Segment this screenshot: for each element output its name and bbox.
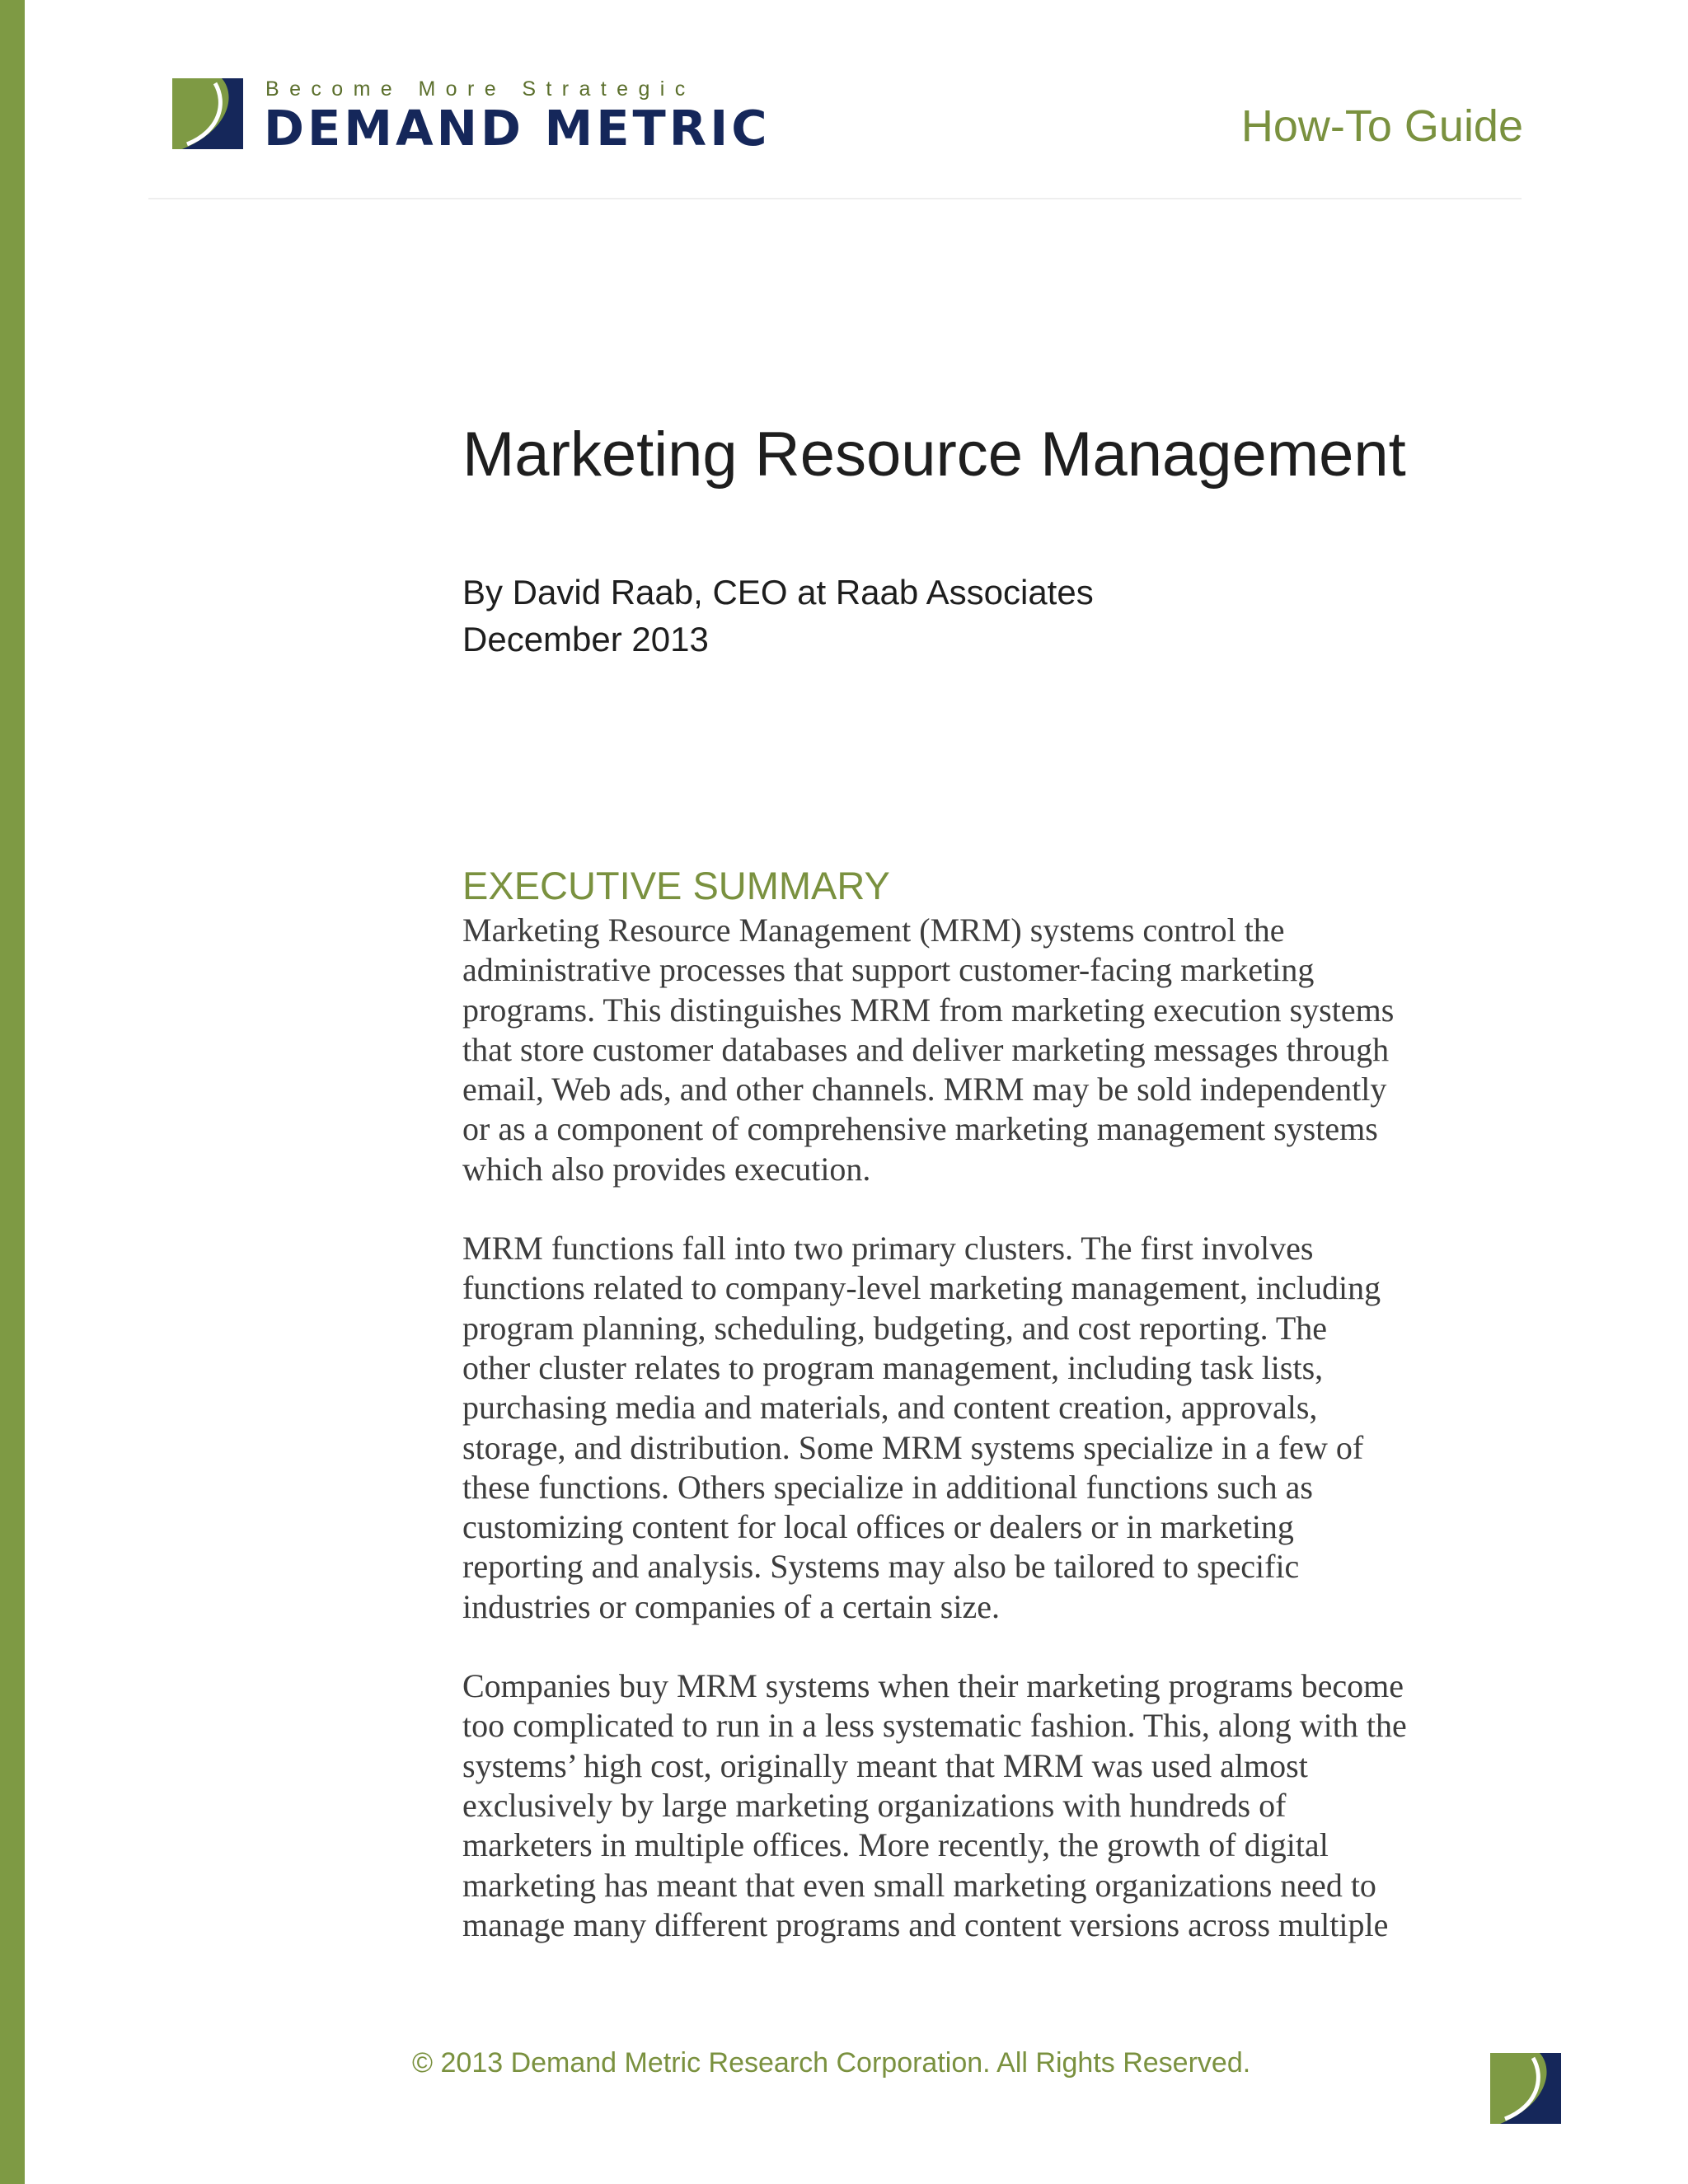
copyright-notice: © 2013 Demand Metric Research Corporation. All Rights Reserved. (412, 2047, 1251, 2079)
header-divider (148, 198, 1522, 199)
text-line: marketers in multiple offices. More recently, the growth of digital (462, 1826, 1329, 1864)
text-line: customizing content for local offices or dealers or in marketing (462, 1508, 1294, 1546)
text-line: that store customer databases and deliver marketing messages through (462, 1030, 1390, 1068)
text-line: functions related to company-level marketing management, including (462, 1269, 1381, 1307)
text-line: exclusively by large marketing organizations with hundreds of (462, 1786, 1287, 1824)
text-line: or as a component of comprehensive marketing management systems (462, 1110, 1378, 1148)
text-line: which also provides execution. (462, 1150, 871, 1188)
section-body (462, 911, 1534, 1985)
demand-metric-logo-icon (172, 78, 243, 149)
text-line: MRM functions fall into two primary clusters. The first involves (462, 1230, 1314, 1268)
text-line: storage, and distribution. Some MRM systems specialize in a few of (462, 1428, 1364, 1466)
paragraph-2 (462, 1229, 1534, 1627)
text-line: purchasing media and materials, and content creation, approvals, (462, 1389, 1318, 1427)
text-line: programs. This distinguishes MRM from marketing execution systems (462, 991, 1395, 1029)
text-line: these functions. Others specialize in additional functions such as (462, 1468, 1313, 1506)
text-line: Marketing Resource Management (MRM) systems control the (462, 912, 1285, 949)
document-title: Marketing Resource Management (462, 419, 1406, 490)
byline (462, 569, 1094, 663)
text-line: systems’ high cost, originally meant that MRM was used almost (462, 1746, 1308, 1784)
text-line: program planning, scheduling, budgeting, and cost reporting. The (462, 1309, 1328, 1347)
publication-date: December 2013 (462, 620, 709, 658)
paragraph-3 (462, 1666, 1534, 1945)
text-line: Companies buy MRM systems when their marketing programs become (462, 1667, 1404, 1705)
guide-type-label: How-To Guide (1240, 101, 1523, 151)
text-line: industries or companies of a certain size. (462, 1587, 1000, 1625)
paragraph-1 (462, 911, 1534, 1189)
text-line: other cluster relates to program management, including task lists, (462, 1348, 1324, 1386)
text-line: manage many different programs and content versions across multiple (462, 1905, 1389, 1943)
text-line: email, Web ads, and other channels. MRM may be sold independently (462, 1071, 1387, 1108)
text-line: administrative processes that support customer-facing marketing (462, 951, 1315, 989)
author-line: By David Raab, CEO at Raab Associates (462, 573, 1094, 612)
text-line: too complicated to run in a less systematic fashion. This, along with the (462, 1707, 1407, 1745)
text-line: reporting and analysis. Systems may also be tailored to specific (462, 1548, 1300, 1586)
demand-metric-logo-icon (1490, 2053, 1561, 2124)
brand-name: DEMAND METRIC (264, 100, 771, 157)
text-line: marketing has meant that even small marketing organizations need to (462, 1866, 1376, 1904)
left-accent-bar (0, 0, 25, 2184)
section-heading: EXECUTIVE SUMMARY (462, 864, 890, 907)
brand-tagline: Become More Strategic (265, 77, 696, 101)
page-header (0, 0, 1688, 199)
